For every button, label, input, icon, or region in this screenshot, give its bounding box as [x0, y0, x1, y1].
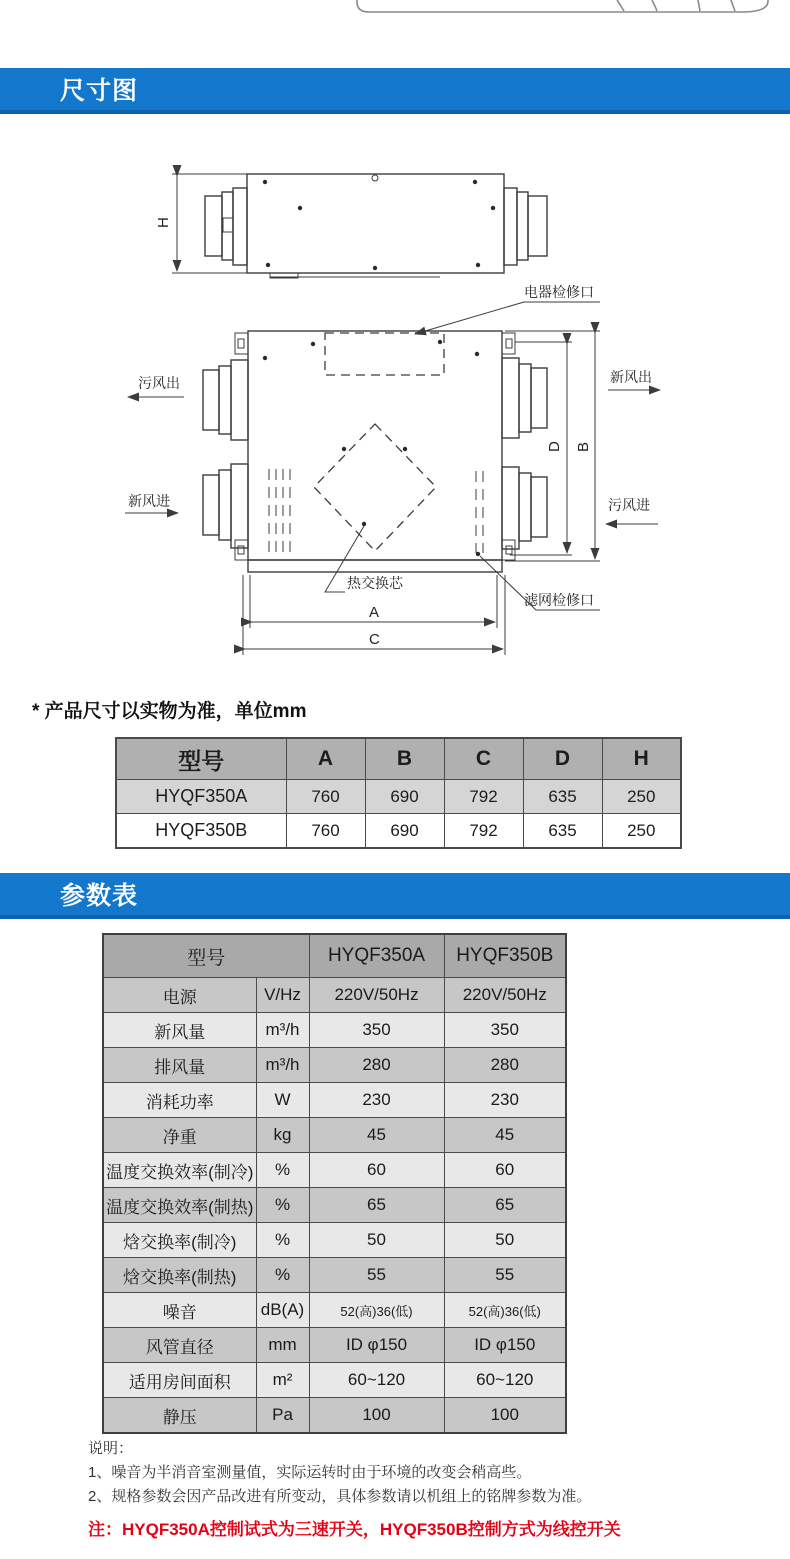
param-value-a: 220V/50Hz: [309, 978, 444, 1013]
param-value-b: 52(高)36(低): [444, 1293, 566, 1328]
param-name: 电源: [103, 978, 256, 1013]
table-row: [103, 1223, 566, 1258]
dim-col-d: D: [523, 738, 602, 780]
param-unit: m³/h: [256, 1048, 309, 1083]
cell-b: 690: [365, 780, 444, 814]
param-value-b: 45: [444, 1118, 566, 1153]
dimension-table: [115, 737, 682, 849]
param-value-a: 50: [309, 1223, 444, 1258]
notes-block: [88, 1437, 591, 1509]
param-unit: dB(A): [256, 1293, 309, 1328]
param-unit: mm: [256, 1328, 309, 1363]
table-row: [103, 1153, 566, 1188]
cell-d: 635: [523, 780, 602, 814]
section-bar-dimensions: [0, 68, 790, 114]
cell-h: 250: [602, 780, 681, 814]
param-name: 风管直径: [103, 1328, 256, 1363]
cell-a: 760: [286, 814, 365, 849]
param-col-model-b: HYQF350B: [444, 934, 566, 978]
param-unit: Pa: [256, 1398, 309, 1434]
param-name: 消耗功率: [103, 1083, 256, 1118]
notes-item-2: 2、规格参数会因产品改进有所变动，具体参数请以机组上的铭牌参数为准。: [88, 1488, 592, 1505]
param-value-a: 65: [309, 1188, 444, 1223]
dim-col-a: A: [286, 738, 365, 780]
param-col-model-a: HYQF350A: [309, 934, 444, 978]
param-unit: W: [256, 1083, 309, 1118]
param-unit: V/Hz: [256, 978, 309, 1013]
param-value-a: 60~120: [309, 1363, 444, 1398]
param-value-a: 280: [309, 1048, 444, 1083]
notes-heading: 说明：: [88, 1440, 134, 1457]
dim-col-model: 型号: [116, 738, 286, 780]
param-col-model: 型号: [103, 934, 309, 978]
table-row: [103, 1118, 566, 1153]
cell-d: 635: [523, 814, 602, 849]
param-unit: %: [256, 1153, 309, 1188]
section-title-dimensions: 尺寸图: [60, 77, 139, 105]
param-name: 温度交换效率(制冷): [103, 1153, 256, 1188]
param-unit: %: [256, 1223, 309, 1258]
side-view: [155, 174, 547, 278]
top-illustration-fragment: [0, 0, 790, 60]
param-name: 温度交换效率(制热): [103, 1188, 256, 1223]
cell-model: HYQF350B: [116, 814, 286, 849]
dim-h-label: H: [155, 217, 172, 228]
param-name: 焓交换率(制冷): [103, 1223, 256, 1258]
section-title-parameters: 参数表: [60, 882, 139, 910]
table-row: [103, 1293, 566, 1328]
fresh-in-label: 新风进: [128, 493, 170, 509]
param-name: 新风量: [103, 1013, 256, 1048]
table-row: [103, 1258, 566, 1293]
dimension-note: * 产品尺寸以实物为准，单位mm: [32, 701, 307, 722]
param-value-b: 230: [444, 1083, 566, 1118]
param-value-b: 350: [444, 1013, 566, 1048]
notes-item-1: 1、噪音为半消音室测量值，实际运转时由于环境的改变会稍高些。: [88, 1464, 532, 1481]
dimension-table-header-row: [116, 738, 681, 780]
heat-core-label: 热交换芯: [347, 575, 403, 591]
param-name: 排风量: [103, 1048, 256, 1083]
table-row: [103, 1398, 566, 1434]
dim-col-c: C: [444, 738, 523, 780]
dim-a-label: A: [369, 604, 380, 621]
filter-access-label: 滤网检修口: [524, 592, 594, 608]
param-value-a: 230: [309, 1083, 444, 1118]
table-row: [116, 780, 681, 814]
param-name: 净重: [103, 1118, 256, 1153]
param-value-b: 220V/50Hz: [444, 978, 566, 1013]
param-name: 静压: [103, 1398, 256, 1434]
cell-a: 760: [286, 780, 365, 814]
cell-b: 690: [365, 814, 444, 849]
exhaust-in-label: 污风进: [608, 497, 650, 513]
dim-col-b: B: [365, 738, 444, 780]
param-value-b: 65: [444, 1188, 566, 1223]
param-value-b: 60: [444, 1153, 566, 1188]
dim-col-h: H: [602, 738, 681, 780]
param-value-a: 55: [309, 1258, 444, 1293]
cell-model: HYQF350A: [116, 780, 286, 814]
electric-access-label: 电器检修口: [524, 284, 594, 300]
table-row: [103, 1328, 566, 1363]
param-value-b: ID φ150: [444, 1328, 566, 1363]
param-name: 焓交换率(制热): [103, 1258, 256, 1293]
param-value-b: 60~120: [444, 1363, 566, 1398]
table-row: [103, 1083, 566, 1118]
table-row: [103, 1188, 566, 1223]
top-view: [125, 284, 660, 655]
table-row: [103, 1048, 566, 1083]
table-row: [103, 1363, 566, 1398]
dim-d-label: D: [546, 441, 563, 452]
parameter-table: [102, 933, 567, 1434]
param-value-a: 52(高)36(低): [309, 1293, 444, 1328]
dim-c-label: C: [369, 631, 380, 648]
param-value-a: ID φ150: [309, 1328, 444, 1363]
control-warning-note: 注：HYQF350A控制试式为三速开关，HYQF350B控制方式为线控开关: [88, 1520, 621, 1539]
exhaust-out-label: 污风出: [138, 375, 180, 391]
param-value-b: 50: [444, 1223, 566, 1258]
param-unit: m³/h: [256, 1013, 309, 1048]
param-unit: kg: [256, 1118, 309, 1153]
param-unit: m²: [256, 1363, 309, 1398]
param-value-b: 280: [444, 1048, 566, 1083]
section-bar-parameters: [0, 873, 790, 919]
table-row: [103, 978, 566, 1013]
parameter-table-header-row: [103, 934, 566, 978]
dimension-drawing: [0, 120, 790, 665]
param-name: 适用房间面积: [103, 1363, 256, 1398]
param-value-b: 55: [444, 1258, 566, 1293]
cell-h: 250: [602, 814, 681, 849]
param-value-a: 350: [309, 1013, 444, 1048]
fresh-out-label: 新风出: [610, 369, 652, 385]
param-value-a: 100: [309, 1398, 444, 1434]
param-value-a: 60: [309, 1153, 444, 1188]
param-unit: %: [256, 1258, 309, 1293]
param-name: 噪音: [103, 1293, 256, 1328]
dim-b-label: B: [575, 441, 592, 452]
cell-c: 792: [444, 780, 523, 814]
cell-c: 792: [444, 814, 523, 849]
param-value-b: 100: [444, 1398, 566, 1434]
table-row: [103, 1013, 566, 1048]
param-unit: %: [256, 1188, 309, 1223]
table-row: [116, 814, 681, 849]
param-value-a: 45: [309, 1118, 444, 1153]
